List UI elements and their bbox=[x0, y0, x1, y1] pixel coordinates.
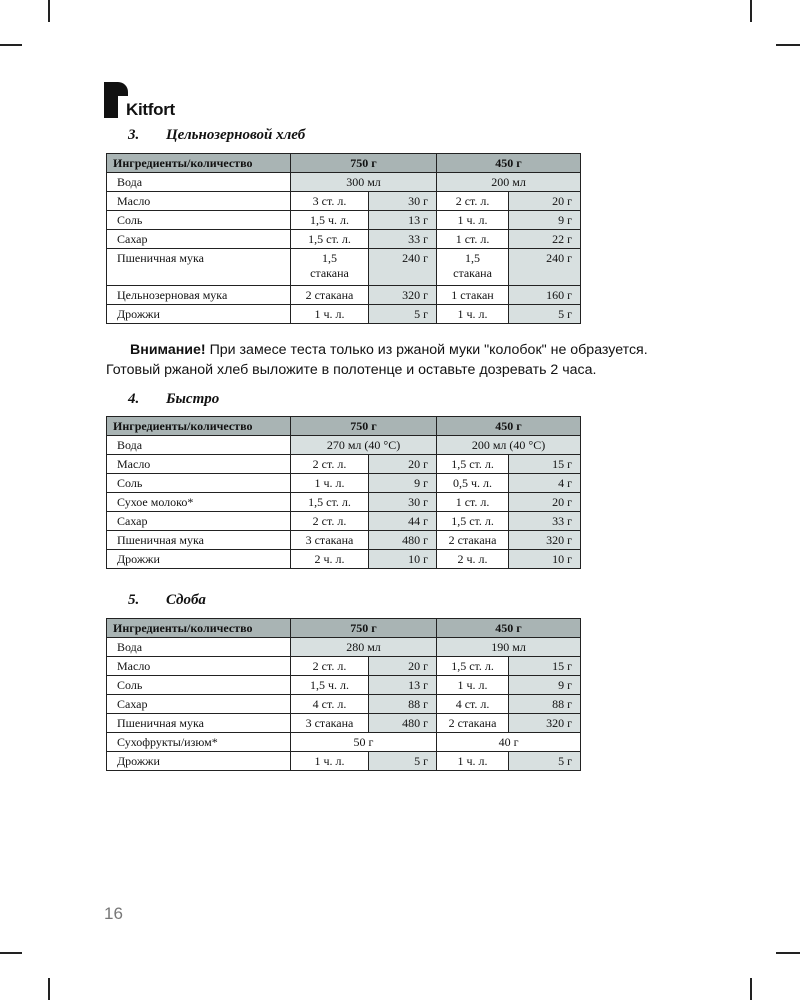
kitfort-logo-icon bbox=[104, 82, 128, 118]
small-grams: 88 г bbox=[509, 695, 581, 714]
large-grams: 20 г bbox=[369, 657, 437, 676]
water-small: 200 мл bbox=[437, 173, 581, 192]
ingredient-name: Пшеничная мука bbox=[107, 714, 291, 733]
ingredient-name: Пшеничная мука bbox=[107, 531, 291, 550]
ingredient-name: Соль bbox=[107, 474, 291, 493]
large-measure: 2 ст. л. bbox=[291, 512, 369, 531]
small-grams: 9 г bbox=[509, 211, 581, 230]
small-measure: 4 ст. л. bbox=[437, 695, 509, 714]
small-measure: 1 стакан bbox=[437, 286, 509, 305]
section-number: 3. bbox=[128, 127, 140, 143]
ingredient-name: Вода bbox=[107, 638, 291, 657]
small-grams: 20 г bbox=[509, 493, 581, 512]
warning-line-1 bbox=[106, 340, 706, 360]
crop-mark bbox=[0, 44, 22, 46]
warning-label: Внимание! bbox=[130, 342, 206, 358]
small-grams: 240 г bbox=[509, 249, 581, 286]
table-row bbox=[107, 531, 581, 550]
section-name: Сдоба bbox=[166, 592, 206, 608]
small-grams: 320 г bbox=[509, 531, 581, 550]
small-measure: 1,5 ст. л. bbox=[437, 512, 509, 531]
table-row bbox=[107, 512, 581, 531]
dried-fruit-small: 40 г bbox=[437, 733, 581, 752]
large-grams: 240 г bbox=[369, 249, 437, 286]
small-grams: 320 г bbox=[509, 714, 581, 733]
small-measure: 1,5 ст. л. bbox=[437, 455, 509, 474]
large-measure: 2 ст. л. bbox=[291, 657, 369, 676]
large-measure: 1 ч. л. bbox=[291, 305, 369, 324]
table-row bbox=[107, 752, 581, 771]
measure-line: стакана bbox=[310, 266, 349, 280]
header-size-small: 450 г bbox=[437, 417, 581, 436]
table-row bbox=[107, 192, 581, 211]
header-size-large: 750 г bbox=[291, 619, 437, 638]
table-header-row bbox=[107, 619, 581, 638]
table-row bbox=[107, 286, 581, 305]
large-measure: 3 стакана bbox=[291, 714, 369, 733]
table-header-row bbox=[107, 417, 581, 436]
water-large: 270 мл (40 °С) bbox=[291, 436, 437, 455]
small-grams: 5 г bbox=[509, 305, 581, 324]
table-row bbox=[107, 211, 581, 230]
crop-mark bbox=[776, 44, 800, 46]
large-measure: 1 ч. л. bbox=[291, 752, 369, 771]
ingredient-name: Сухофрукты/изюм* bbox=[107, 733, 291, 752]
large-measure: 3 ст. л. bbox=[291, 192, 369, 211]
small-measure: 2 стакана bbox=[437, 531, 509, 550]
table-row bbox=[107, 455, 581, 474]
header-size-large: 750 г bbox=[291, 417, 437, 436]
small-grams: 33 г bbox=[509, 512, 581, 531]
small-measure: 1 ч. л. bbox=[437, 305, 509, 324]
header-ingredients: Ингредиенты/количество bbox=[107, 417, 291, 436]
small-grams: 5 г bbox=[509, 752, 581, 771]
header-ingredients: Ингредиенты/количество bbox=[107, 619, 291, 638]
small-measure: 1 ст. л. bbox=[437, 493, 509, 512]
warning-paragraph bbox=[106, 340, 706, 380]
header-ingredients: Ингредиенты/количество bbox=[107, 154, 291, 173]
small-grams: 9 г bbox=[509, 676, 581, 695]
small-measure: 0,5 ч. л. bbox=[437, 474, 509, 493]
ingredient-name: Масло bbox=[107, 192, 291, 211]
brand-name: Kitfort bbox=[126, 100, 175, 119]
water-large: 280 мл bbox=[291, 638, 437, 657]
ingredient-name: Вода bbox=[107, 436, 291, 455]
large-measure bbox=[291, 249, 369, 286]
ingredient-name: Соль bbox=[107, 211, 291, 230]
large-measure: 2 стакана bbox=[291, 286, 369, 305]
recipe-table-fast bbox=[106, 416, 581, 569]
crop-mark bbox=[48, 978, 50, 1000]
small-grams: 10 г bbox=[509, 550, 581, 569]
table-row bbox=[107, 305, 581, 324]
table-row bbox=[107, 676, 581, 695]
table-row bbox=[107, 638, 581, 657]
crop-mark bbox=[0, 952, 22, 954]
large-grams: 480 г bbox=[369, 714, 437, 733]
table-row bbox=[107, 695, 581, 714]
table-row bbox=[107, 436, 581, 455]
table-row bbox=[107, 230, 581, 249]
ingredient-name: Соль bbox=[107, 676, 291, 695]
measure-line: стакана bbox=[453, 266, 492, 280]
crop-mark bbox=[750, 0, 752, 22]
crop-mark bbox=[776, 952, 800, 954]
large-grams: 20 г bbox=[369, 455, 437, 474]
dried-fruit-large: 50 г bbox=[291, 733, 437, 752]
ingredient-name: Масло bbox=[107, 455, 291, 474]
small-measure: 1 ст. л. bbox=[437, 230, 509, 249]
large-grams: 33 г bbox=[369, 230, 437, 249]
table-row bbox=[107, 474, 581, 493]
table-row bbox=[107, 173, 581, 192]
recipe-table-whole-grain bbox=[106, 153, 581, 324]
small-measure: 1,5 ст. л. bbox=[437, 657, 509, 676]
table-row bbox=[107, 249, 581, 286]
large-measure: 1 ч. л. bbox=[291, 474, 369, 493]
measure-line: 1,5 bbox=[465, 251, 481, 265]
ingredient-name: Дрожжи bbox=[107, 305, 291, 324]
small-grams: 15 г bbox=[509, 657, 581, 676]
crop-mark bbox=[750, 978, 752, 1000]
section-title-sweet-bread bbox=[128, 592, 206, 609]
large-grams: 5 г bbox=[369, 752, 437, 771]
small-measure: 1 ч. л. bbox=[437, 752, 509, 771]
large-grams: 320 г bbox=[369, 286, 437, 305]
small-grams: 20 г bbox=[509, 192, 581, 211]
header-size-small: 450 г bbox=[437, 619, 581, 638]
table-row bbox=[107, 657, 581, 676]
small-grams: 15 г bbox=[509, 455, 581, 474]
small-measure: 1 ч. л. bbox=[437, 676, 509, 695]
table-row bbox=[107, 733, 581, 752]
table-row bbox=[107, 550, 581, 569]
water-small: 200 мл (40 °С) bbox=[437, 436, 581, 455]
page-number: 16 bbox=[104, 904, 123, 923]
large-measure: 1,5 ч. л. bbox=[291, 211, 369, 230]
section-title-whole-grain bbox=[128, 127, 305, 144]
crop-mark bbox=[48, 0, 50, 22]
header-size-large: 750 г bbox=[291, 154, 437, 173]
ingredient-name: Сахар bbox=[107, 695, 291, 714]
ingredient-name: Сахар bbox=[107, 230, 291, 249]
large-grams: 30 г bbox=[369, 493, 437, 512]
large-grams: 5 г bbox=[369, 305, 437, 324]
large-measure: 1,5 ч. л. bbox=[291, 676, 369, 695]
ingredient-name: Дрожжи bbox=[107, 550, 291, 569]
large-grams: 44 г bbox=[369, 512, 437, 531]
ingredient-name: Цельнозерновая мука bbox=[107, 286, 291, 305]
section-title-fast bbox=[128, 391, 219, 408]
ingredient-name: Дрожжи bbox=[107, 752, 291, 771]
small-measure bbox=[437, 249, 509, 286]
warning-text-2: Готовый ржаной хлеб выложите в полотенце и оставьте дозревать 2 часа. bbox=[106, 362, 597, 378]
ingredient-name: Пшеничная мука bbox=[107, 249, 291, 286]
large-grams: 88 г bbox=[369, 695, 437, 714]
small-grams: 160 г bbox=[509, 286, 581, 305]
water-large: 300 мл bbox=[291, 173, 437, 192]
large-grams: 10 г bbox=[369, 550, 437, 569]
section-name: Цельнозерновой хлеб bbox=[166, 127, 306, 143]
section-number: 5. bbox=[128, 592, 140, 608]
large-grams: 13 г bbox=[369, 211, 437, 230]
small-grams: 4 г bbox=[509, 474, 581, 493]
large-grams: 30 г bbox=[369, 192, 437, 211]
ingredient-name: Вода bbox=[107, 173, 291, 192]
measure-line: 1,5 bbox=[322, 251, 337, 265]
recipe-table-sweet-bread bbox=[106, 618, 581, 771]
section-name: Быстро bbox=[166, 391, 220, 407]
large-measure: 2 ст. л. bbox=[291, 455, 369, 474]
header-size-small: 450 г bbox=[437, 154, 581, 173]
large-grams: 9 г bbox=[369, 474, 437, 493]
large-measure: 3 стакана bbox=[291, 531, 369, 550]
large-measure: 1,5 ст. л. bbox=[291, 230, 369, 249]
table-header-row bbox=[107, 154, 581, 173]
ingredient-name: Сухое молоко* bbox=[107, 493, 291, 512]
large-measure: 1,5 ст. л. bbox=[291, 493, 369, 512]
section-number: 4. bbox=[128, 391, 140, 407]
large-grams: 480 г bbox=[369, 531, 437, 550]
small-measure: 2 ч. л. bbox=[437, 550, 509, 569]
small-measure: 1 ч. л. bbox=[437, 211, 509, 230]
large-grams: 13 г bbox=[369, 676, 437, 695]
table-row bbox=[107, 714, 581, 733]
large-measure: 4 ст. л. bbox=[291, 695, 369, 714]
ingredient-name: Масло bbox=[107, 657, 291, 676]
small-measure: 2 ст. л. bbox=[437, 192, 509, 211]
small-measure: 2 стакана bbox=[437, 714, 509, 733]
small-grams: 22 г bbox=[509, 230, 581, 249]
ingredient-name: Сахар bbox=[107, 512, 291, 531]
warning-text-1: При замесе теста только из ржаной муки "колобок" не образуется. bbox=[205, 342, 648, 358]
large-measure: 2 ч. л. bbox=[291, 550, 369, 569]
table-row bbox=[107, 493, 581, 512]
water-small: 190 мл bbox=[437, 638, 581, 657]
